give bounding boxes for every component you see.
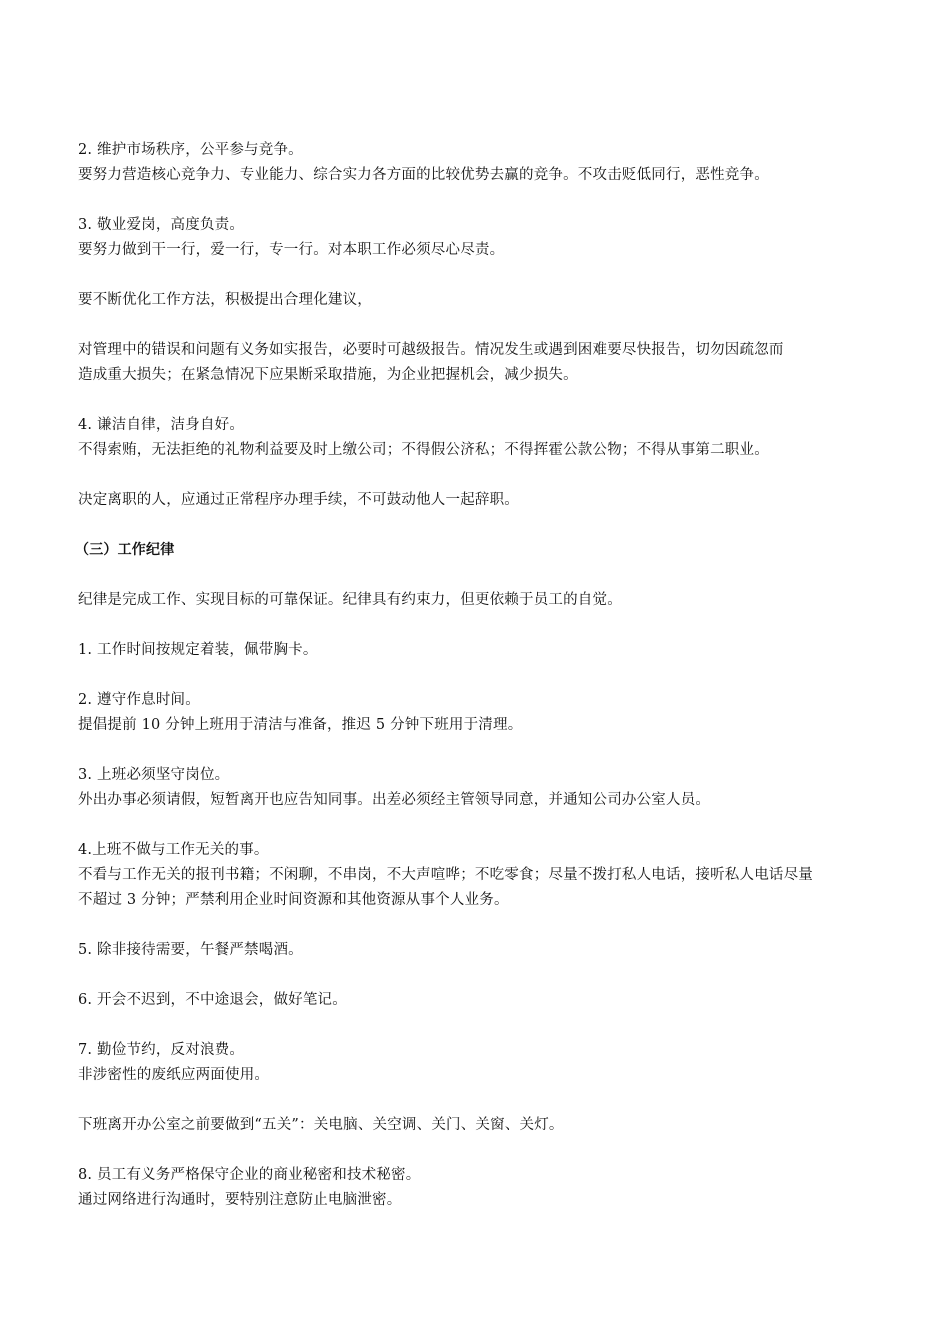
paragraph-meetings bbox=[78, 988, 878, 1013]
item-text: 要努力做到干一行，爱一行，专一行。对本职工作必须尽心尽责。 bbox=[78, 242, 505, 258]
item-text: 不看与工作无关的报刊书籍；不闲聊，不串岗，不大声喧哗；不吃零食；尽量不拨打私人电话，接听私人电话尽量 bbox=[78, 867, 813, 883]
item-text: 对管理中的错误和问题有义务如实报告，必要时可越级报告。情况发生或遇到困难要尽快报告，切勿因疏忽而 bbox=[78, 342, 784, 358]
paragraph-dedication bbox=[78, 213, 878, 263]
paragraph-schedule bbox=[78, 688, 878, 738]
paragraph-market-order bbox=[78, 138, 878, 188]
item-text: 通过网络进行沟通时，要特别注意防止电脑泄密。 bbox=[78, 1192, 402, 1208]
paragraph-no-unrelated-work bbox=[78, 838, 878, 913]
item-text: 决定离职的人，应通过正常程序办理手续，不可鼓动他人一起辞职。 bbox=[78, 492, 519, 508]
item-heading: 8. 员工有义务严格保守企业的商业秘密和技术秘密。 bbox=[78, 1167, 421, 1183]
item-text: 外出办事必须请假，短暂离开也应告知同事。出差必须经主管领导同意，并通知公司办公室人员。 bbox=[78, 792, 711, 808]
section-heading: （三）工作纪律 bbox=[75, 542, 175, 558]
paragraph-integrity bbox=[78, 413, 878, 463]
item-text: 非涉密性的废纸应两面使用。 bbox=[78, 1067, 270, 1083]
section-heading-work-discipline bbox=[75, 538, 878, 563]
item-text: 纪律是完成工作、实现目标的可靠保证。纪律具有约束力，但更依赖于员工的自觉。 bbox=[78, 592, 622, 608]
paragraph-report bbox=[78, 338, 878, 388]
item-text: 要努力营造核心竞争力、专业能力、综合实力各方面的比较优势去赢的竞争。不攻击贬低同行，恶性竞争。 bbox=[78, 167, 769, 183]
paragraph-five-offs bbox=[78, 1113, 878, 1138]
item-heading: 3. 上班必须坚守岗位。 bbox=[78, 767, 230, 783]
item-text: 提倡提前 10 分钟上班用于清洁与准备，推迟 5 分钟下班用于清理。 bbox=[78, 717, 523, 733]
paragraph-no-alcohol bbox=[78, 938, 878, 963]
item-heading: 1. 工作时间按规定着装，佩带胸卡。 bbox=[78, 642, 318, 658]
item-heading: 4.上班不做与工作无关的事。 bbox=[78, 842, 269, 858]
item-text: 要不断优化工作方法，积极提出合理化建议， bbox=[78, 292, 372, 308]
paragraph-optimize bbox=[78, 288, 878, 313]
item-text: 不超过 3 分钟；严禁利用企业时间资源和其他资源从事个人业务。 bbox=[78, 892, 509, 908]
paragraph-thrift bbox=[78, 1038, 878, 1088]
item-heading: 7. 勤俭节约，反对浪费。 bbox=[78, 1042, 245, 1058]
paragraph-confidentiality bbox=[78, 1163, 878, 1213]
paragraph-dress-code bbox=[78, 638, 878, 663]
document-page bbox=[75, 138, 878, 1238]
item-heading: 4. 谦洁自律，洁身自好。 bbox=[78, 417, 245, 433]
item-heading: 6. 开会不迟到，不中途退会，做好笔记。 bbox=[78, 992, 347, 1008]
item-text: 不得索贿，无法拒绝的礼物利益要及时上缴公司；不得假公济私；不得挥霍公款公物；不得从事第二职业。 bbox=[78, 442, 769, 458]
item-heading: 2. 遵守作息时间。 bbox=[78, 692, 200, 708]
paragraph-discipline-intro bbox=[78, 588, 878, 613]
item-heading: 5. 除非接待需要，午餐严禁喝酒。 bbox=[78, 942, 303, 958]
paragraph-resignation bbox=[78, 488, 878, 513]
item-text: 造成重大损失；在紧急情况下应果断采取措施，为企业把握机会，减少损失。 bbox=[78, 367, 578, 383]
paragraph-stay-at-post bbox=[78, 763, 878, 813]
item-heading: 3. 敬业爱岗，高度负责。 bbox=[78, 217, 245, 233]
item-heading: 2. 维护市场秩序，公平参与竞争。 bbox=[78, 142, 303, 158]
item-text: 下班离开办公室之前要做到“五关”：关电脑、关空调、关门、关窗、关灯。 bbox=[78, 1117, 564, 1133]
